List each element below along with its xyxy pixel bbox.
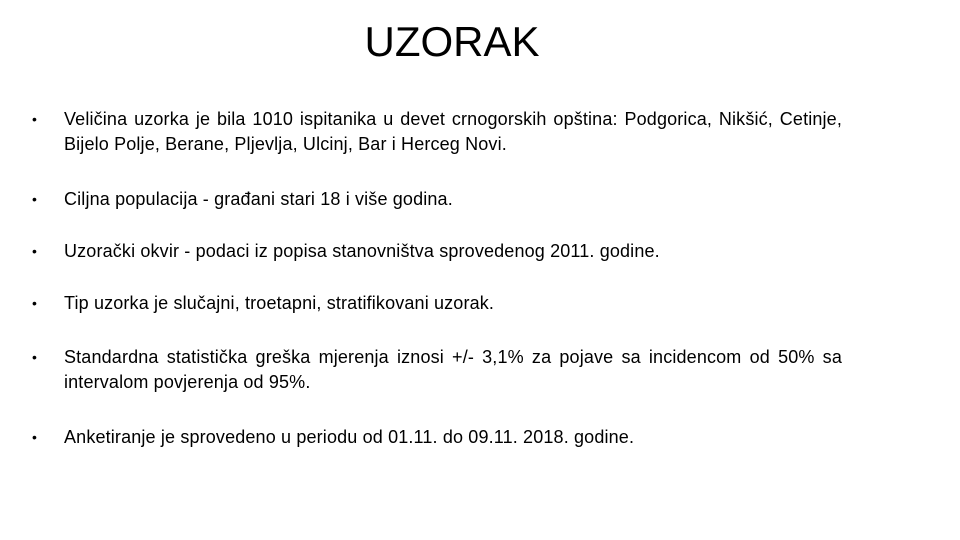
bullet-text: Veličina uzorka je bila 1010 ispitanika u devet crnogorskih opština: Podgorica, Nikšić, Cetinje, Bijelo Polje, Berane, Pljevlja, Ulcinj, Bar i Herceg Novi. [64, 109, 842, 154]
bullet-text: Standardna statistička greška mjerenja iznosi +/- 3,1% za pojave sa incidencom od 50% sa intervalom povjerenja od 95%. [64, 347, 842, 392]
slide-title: UZORAK [364, 18, 540, 65]
bullet-text: Anketiranje je sprovedeno u periodu od 01.11. do 09.11. 2018. godine. [64, 427, 635, 447]
bullet-item-survey-period [32, 425, 842, 450]
bullet-item-sample-size [32, 107, 842, 157]
bullet-item-sampling-frame [32, 239, 842, 264]
bullet-point-icon: • [32, 429, 37, 445]
bullet-text: Ciljna populacija - građani stari 18 i više godina. [64, 189, 453, 209]
bullet-text: Tip uzorka je slučajni, troetapni, stratifikovani uzorak. [64, 293, 495, 313]
bullet-text: Uzorački okvir - podaci iz popisa stanovništva sprovedenog 2011. godine. [64, 241, 660, 261]
bullet-item-standard-error [32, 345, 842, 395]
bullet-point-icon: • [32, 349, 37, 365]
bullet-item-target-population [32, 187, 842, 212]
bullet-point-icon: • [32, 111, 37, 127]
bullet-point-icon: • [32, 295, 37, 311]
bullet-point-icon: • [32, 191, 37, 207]
bullet-point-icon: • [32, 243, 37, 259]
bullet-item-sample-type [32, 291, 842, 316]
